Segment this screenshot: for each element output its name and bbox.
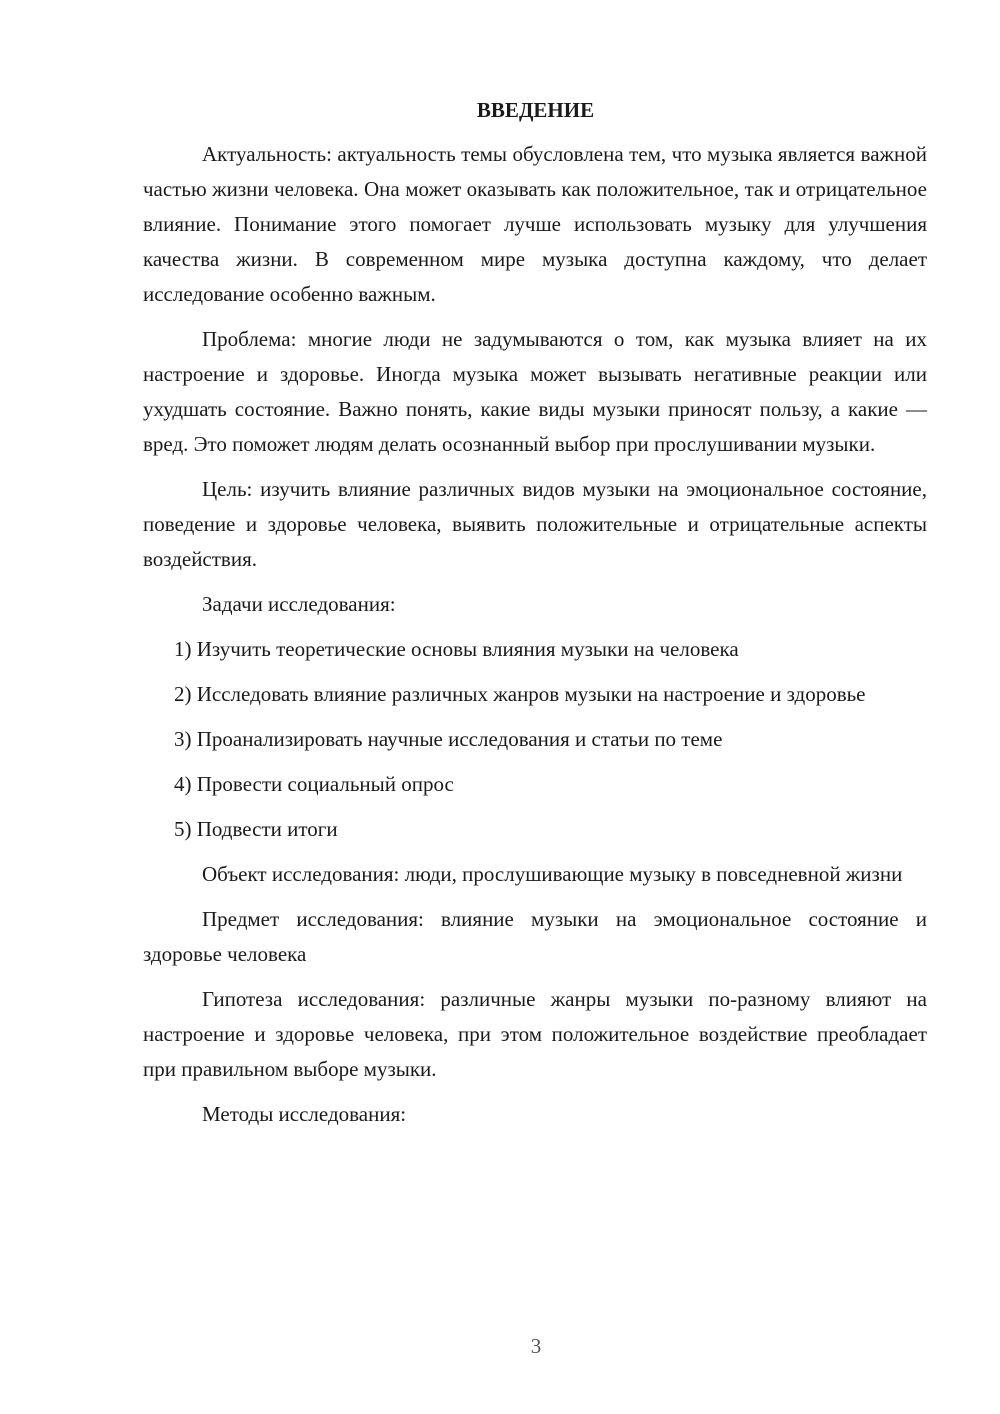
task-item-2: 2) Исследовать влияние различных жанров музыки на настроение и здоровье (174, 682, 866, 706)
task-item-5: 5) Подвести итоги (174, 817, 338, 841)
task-item-1: 1) Изучить теоретические основы влияния музыки на человека (174, 637, 739, 661)
task-item-3: 3) Проанализировать научные исследования и статьи по теме (174, 727, 723, 751)
section-title: ВВЕДЕНИЕ (476, 98, 595, 122)
page-content (143, 95, 927, 1142)
page-number: 3 (530, 1334, 542, 1358)
tasks-heading: Задачи исследования: (202, 592, 396, 616)
goal-paragraph: Цель: изучить влияние различных видов музыки на эмоциональное состояние, поведение и здоровье человека, выявить положительные и отрицательные аспекты воздействия. (143, 477, 927, 571)
relevance-paragraph: Актуальность: актуальность темы обусловлена тем, что музыка является важной частью жизни человека. Она может оказывать как положительное, так и отрицательное влияние. Понимание этого помогает лучше использовать музыку для улучшения качества жизни. В современном мире музыка доступна каждому, что делает исследование особенно важным. (143, 142, 927, 306)
hypothesis-paragraph: Гипотеза исследования: различные жанры музыки по-разному влияют на настроение и здоровье человека, при этом положительное воздействие преобладает при правильном выборе музыки. (143, 987, 927, 1081)
subject-paragraph: Предмет исследования: влияние музыки на эмоциональное состояние и здоровье человека (143, 907, 927, 966)
problem-paragraph: Проблема: многие люди не задумываются о том, как музыка влияет на их настроение и здоровье. Иногда музыка может вызывать негативные реакции или ухудшать состояние. Важно понять, какие виды музыки приносят пользу, а какие — вред. Это поможет людям делать осознанный выбор при прослушивании музыки. (143, 327, 927, 456)
methods-heading: Методы исследования: (202, 1102, 407, 1126)
task-item-4: 4) Провести социальный опрос (174, 772, 454, 796)
object-paragraph: Объект исследования: люди, прослушивающие музыку в повседневной жизни (202, 862, 903, 886)
